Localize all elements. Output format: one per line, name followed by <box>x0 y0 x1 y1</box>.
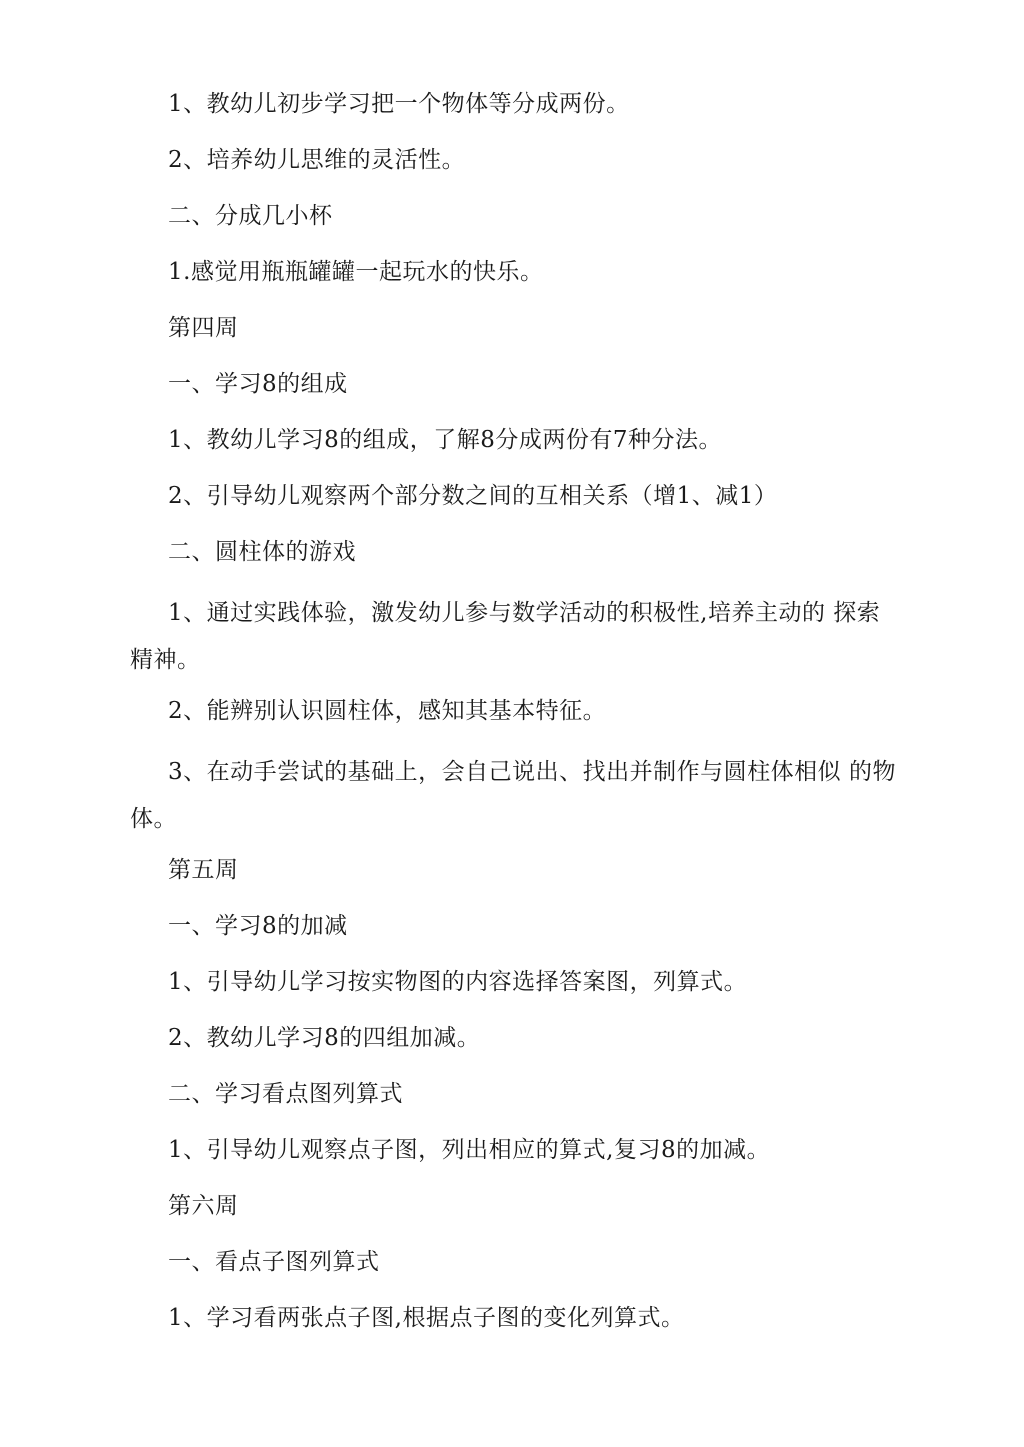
section-heading: 二、圆柱体的游戏 <box>168 539 356 565</box>
section-heading: 一、学习8的加减 <box>168 913 348 939</box>
paragraph: 1、引导幼儿观察点子图，列出相应的算式,复习8的加减。 <box>168 1137 771 1163</box>
paragraph: 1、引导幼儿学习按实物图的内容选择答案图，列算式。 <box>168 969 748 995</box>
paragraph: 1.感觉用瓶瓶罐罐一起玩水的快乐。 <box>168 259 544 285</box>
paragraph: 2、培养幼儿思维的灵活性。 <box>168 147 466 173</box>
paragraph: 1、教幼儿初步学习把一个物体等分成两份。 <box>168 91 630 117</box>
paragraph: 2、教幼儿学习8的四组加减。 <box>168 1025 481 1051</box>
section-heading: 二、分成几小杯 <box>168 203 333 229</box>
section-heading: 一、看点子图列算式 <box>168 1249 380 1275</box>
section-heading: 二、学习看点图列算式 <box>168 1081 403 1107</box>
document-body <box>130 86 900 1356</box>
section-heading: 一、学习8的组成 <box>168 371 348 397</box>
paragraph: 3、在动手尝试的基础上，会自己说出、找出并制作与圆柱体相似 的物体。 <box>130 759 896 832</box>
paragraph: 2、引导幼儿观察两个部分数之间的互相关系（增1、减1） <box>168 483 778 509</box>
week-heading: 第四周 <box>168 315 239 341</box>
paragraph: 2、能辨别认识圆柱体，感知其基本特征。 <box>168 698 607 724</box>
paragraph: 1、通过实践体验，激发幼儿参与数学活动的积极性,培养主动的 探索精神。 <box>130 600 881 673</box>
paragraph: 1、教幼儿学习8的组成，了解8分成两份有7种分法。 <box>168 427 723 453</box>
week-heading: 第五周 <box>168 857 239 883</box>
paragraph: 1、学习看两张点子图,根据点子图的变化列算式。 <box>168 1305 685 1331</box>
week-heading: 第六周 <box>168 1193 239 1219</box>
